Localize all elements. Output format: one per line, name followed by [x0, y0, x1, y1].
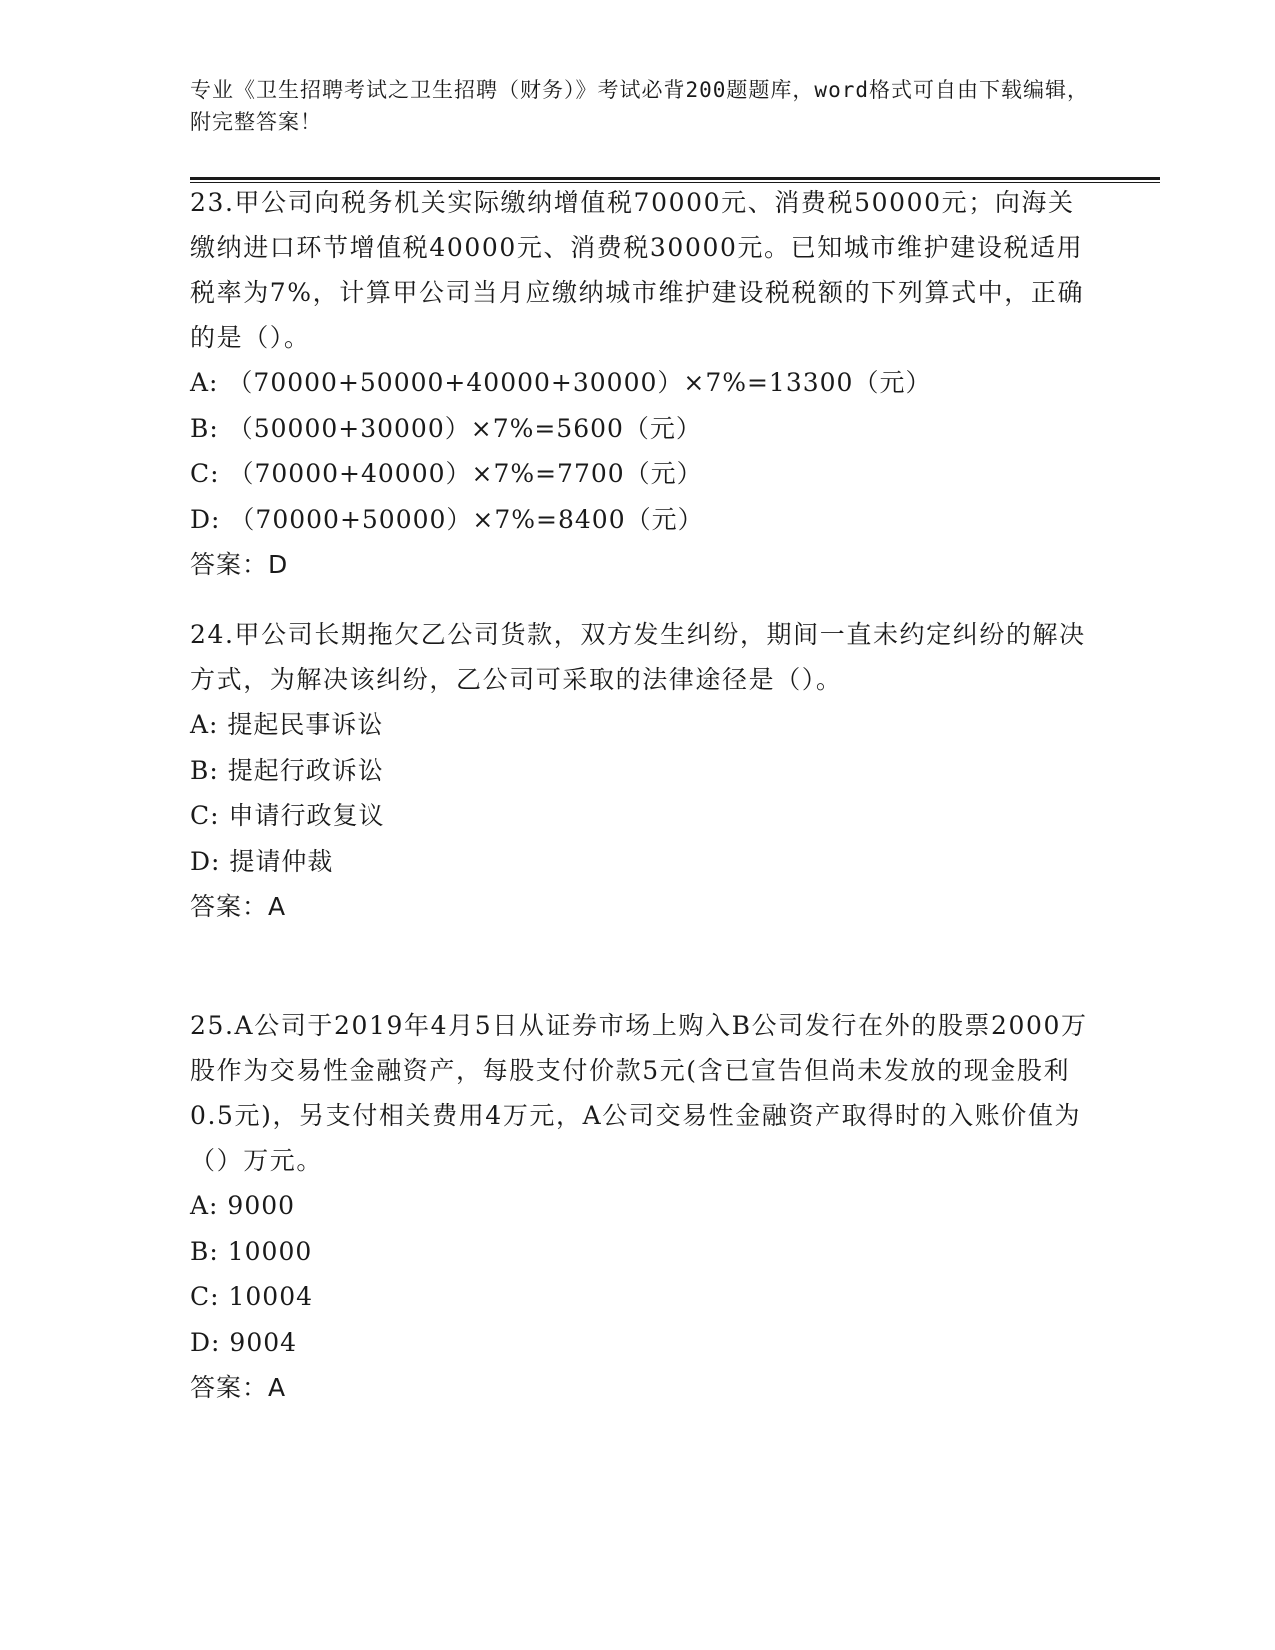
question-25: [190, 1003, 1090, 1411]
question-stem: 25.A公司于2019年4月5日从证券市场上购入B公司发行在外的股票2000万股作为交易性金融资产，每股支付价款5元(含已宣告但尚未发放的现金股利0.5元)，另支付相关费用4万元，A公司交易性金融资产取得时的入账价值为（）万元。: [190, 1011, 1088, 1175]
option-c: C: 申请行政复议: [190, 801, 385, 830]
answer-line: 答案：A: [190, 1373, 287, 1402]
option-a: A: （70000+50000+40000+30000）×7%=13300（元）: [190, 368, 932, 397]
option-d: D: 提请仲裁: [190, 846, 334, 876]
option-b: B: 10000: [190, 1236, 313, 1266]
document-header: 专业《卫生招聘考试之卫生招聘（财务）》考试必背200题题库，word格式可自由下载编辑，附完整答案！: [190, 78, 1089, 134]
answer-line: 答案：D: [190, 550, 289, 579]
question-stem: 24.甲公司长期拖欠乙公司货款，双方发生纠纷，期间一直未约定纠纷的解决方式，为解决该纠纷，乙公司可采取的法律途径是（）。: [190, 620, 1086, 694]
question-23: [190, 180, 1090, 588]
question-stem: 23.甲公司向税务机关实际缴纳增值税70000元、消费税50000元；向海关缴纳进口环节增值税40000元、消费税30000元。已知城市维护建设税适用税率为7%，计算甲公司当月应缴纳城市维护建设税税额的下列算式中，正确的是（）。: [190, 188, 1085, 352]
option-c: C: （70000+40000）×7%=7700（元）: [190, 459, 703, 488]
answer-line: 答案：A: [190, 892, 287, 921]
option-d: D: （70000+50000）×7%=8400（元）: [190, 504, 704, 534]
option-c: C: 10004: [190, 1282, 314, 1311]
option-d: D: 9004: [190, 1327, 298, 1357]
option-b: B: 提起行政诉讼: [190, 755, 384, 785]
option-b: B: （50000+30000）×7%=5600（元）: [190, 413, 702, 443]
option-a: A: 9000: [190, 1191, 296, 1220]
question-24: [190, 612, 1090, 930]
option-a: A: 提起民事诉讼: [190, 710, 384, 739]
